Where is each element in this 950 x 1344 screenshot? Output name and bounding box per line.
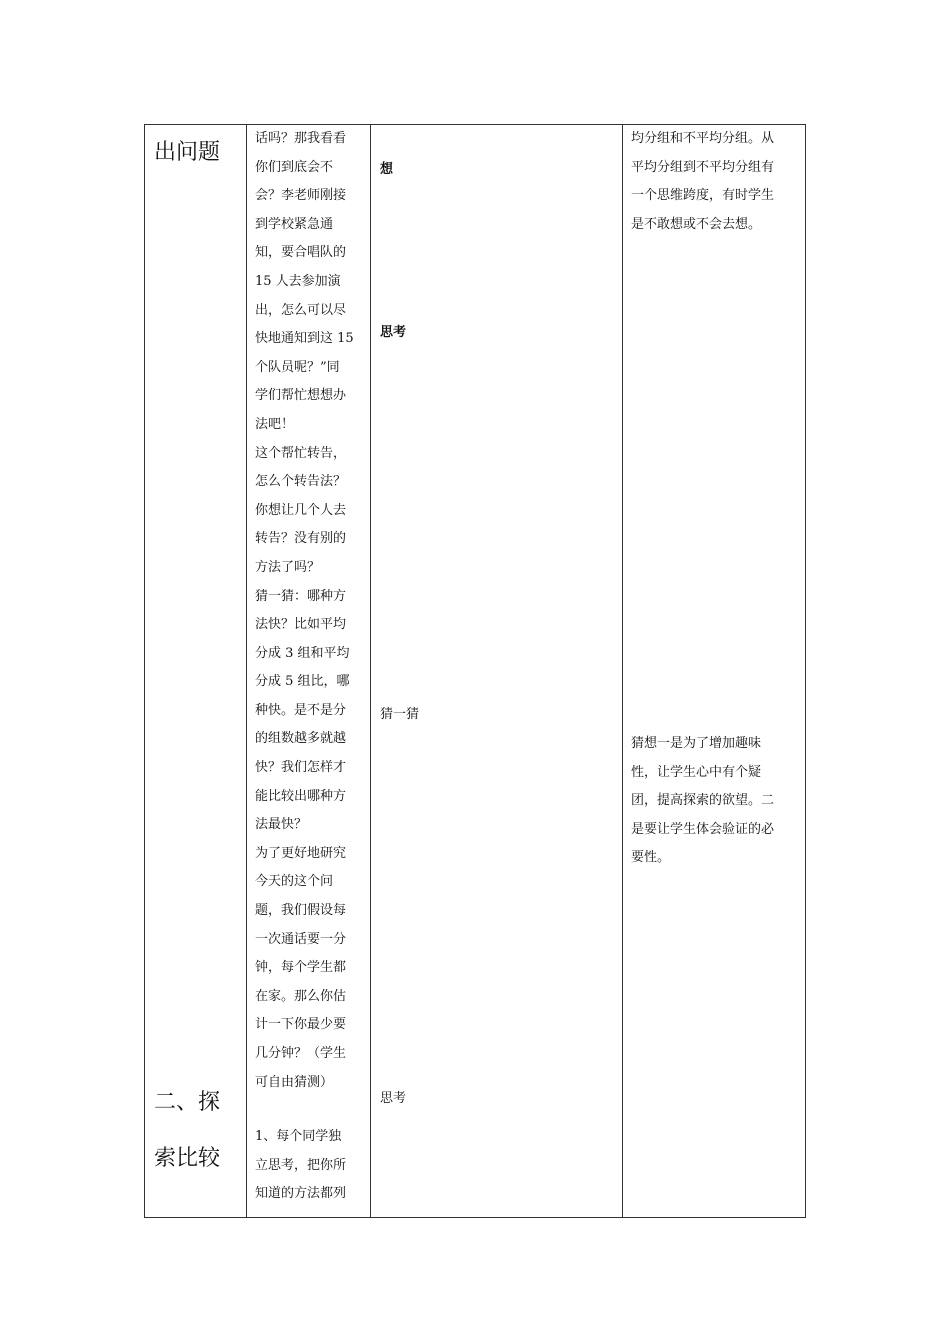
text-line: 是不敢想或不会去想。	[631, 216, 762, 232]
text-line: 分成 5 组比，哪	[255, 674, 350, 690]
text-line: 可自由猜测）	[255, 1074, 334, 1090]
text-line: 平均分组到不平均分组有	[631, 159, 775, 175]
text-line: 你们到底会不	[255, 159, 334, 175]
student-activity-xiang: 想	[380, 162, 394, 177]
text-line: 是要让学生体会验证的必	[631, 821, 775, 837]
student-activity-think-bold: 思考	[380, 325, 407, 340]
student-activity-column	[370, 125, 622, 1217]
teacher-activity-column	[246, 125, 370, 1217]
text-line: 一个思维跨度，有时学生	[631, 188, 775, 204]
text-line: 出，怎么可以尽	[255, 302, 347, 318]
stage-column	[145, 125, 246, 1217]
text-line: 性，让学生心中有个疑	[631, 764, 762, 780]
text-line: 方法了吗？	[255, 559, 321, 575]
text-line: 法吧！	[255, 416, 295, 432]
text-line: 均分组和不平均分组。从	[631, 131, 775, 146]
text-line: 要性。	[631, 850, 671, 866]
text-line: 话吗？那我看看	[255, 131, 347, 146]
text-line: 今天的这个问	[255, 874, 334, 890]
text-line: 这个帮忙转告，	[255, 445, 347, 461]
text-line: 一次通话要一分	[255, 931, 347, 947]
student-activity-guess: 猜一猜	[380, 707, 420, 722]
section-title-line1: 二、探	[154, 1090, 221, 1115]
text-line: 法快？比如平均	[255, 617, 347, 633]
text-line: 计一下你最少要	[255, 1017, 347, 1033]
text-line: 的组数越多就越	[255, 731, 347, 747]
text-line: 在家。那么你估	[255, 988, 347, 1004]
text-line: 快地通知到这 15	[255, 331, 354, 347]
design-intent-mid-text	[631, 730, 803, 873]
text-line: 个队员呢？”同	[255, 359, 340, 375]
text-line: 到学校紧急通	[255, 216, 334, 232]
lesson-table	[144, 124, 806, 1218]
text-line: 怎么个转告法？	[255, 474, 347, 490]
stage-label-top: 出问题	[154, 140, 221, 165]
text-line: 团，提高探索的欲望。二	[631, 793, 775, 809]
text-line: 你想让几个人去	[255, 502, 347, 518]
text-line: 15 人去参加演	[255, 273, 341, 289]
text-line: 法最快？	[255, 817, 308, 833]
text-line: 转告？没有别的	[255, 531, 347, 547]
text-line: 分成 3 组和平均	[255, 645, 350, 661]
text-line: 题，我们假设每	[255, 903, 347, 919]
student-activity-think: 思考	[380, 1091, 407, 1106]
text-line: 为了更好地研究	[255, 845, 347, 861]
text-line: 知，要合唱队的	[255, 245, 347, 261]
text-line: 能比较出哪种方	[255, 788, 347, 804]
text-line: 种快。是不是分	[255, 702, 347, 718]
text-line: 猜一猜：哪种方	[255, 588, 347, 604]
design-intent-column	[622, 125, 806, 1217]
text-line: 立思考，把你所	[255, 1157, 347, 1173]
text-line: 几分钟？（学生	[255, 1046, 347, 1061]
text-line: 学们帮忙想想办	[255, 388, 347, 404]
text-line: 会？李老师刚接	[255, 188, 347, 204]
text-line: 猜想一是为了增加趣味	[631, 736, 762, 751]
text-line: 知道的方法都列	[255, 1186, 347, 1202]
text-line: 钟，每个学生都	[255, 960, 347, 976]
section-title-line2: 索比较	[154, 1146, 221, 1171]
teacher-activity-text	[255, 125, 367, 1097]
text-line: 快？我们怎样才	[255, 760, 347, 776]
design-intent-top-text	[631, 125, 803, 239]
teacher-activity-bottom-text	[255, 1123, 367, 1209]
text-line: 1、每个同学独	[255, 1129, 342, 1144]
